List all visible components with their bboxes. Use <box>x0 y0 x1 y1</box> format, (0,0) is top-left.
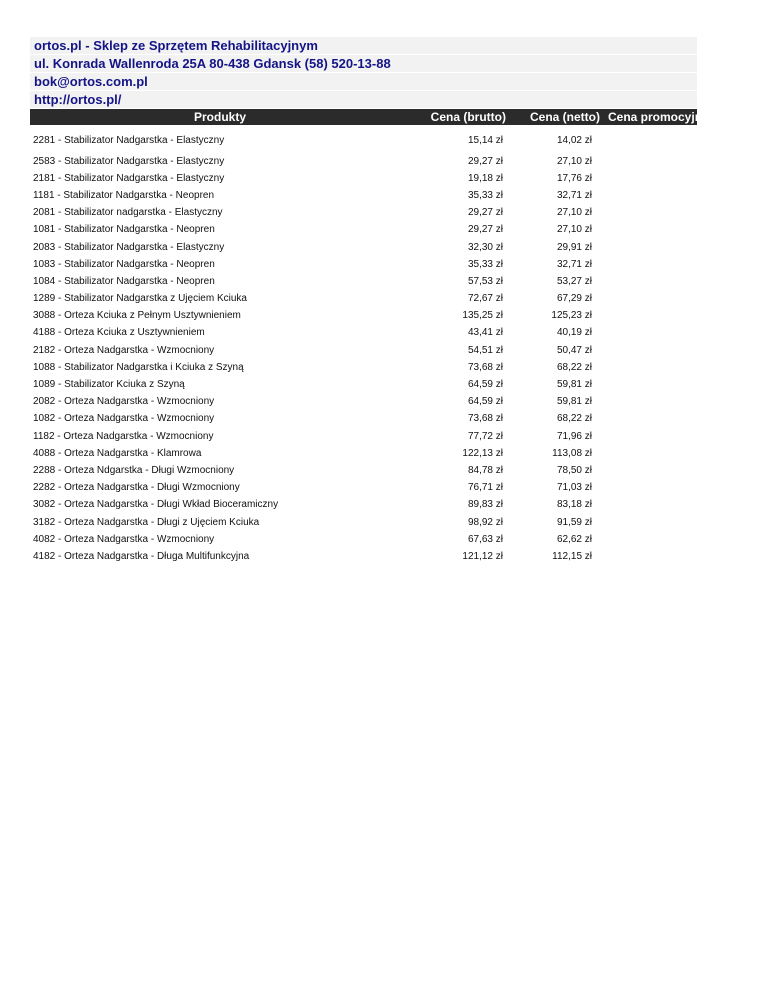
price-gross: 135,25 zł <box>462 310 503 322</box>
price-promo <box>608 480 697 497</box>
price-gross: 98,92 zł <box>467 516 503 528</box>
product-name: 3088 - Orteza Kciuka z Pełnym Usztywnieniem <box>33 310 241 322</box>
price-net: 125,23 zł <box>551 310 592 322</box>
table-row <box>30 256 697 273</box>
product-name: 4088 - Orteza Nadgarstka - Klamrowa <box>33 447 202 459</box>
column-header-promo-price: Cena promocyjna <box>608 110 709 124</box>
price-net: 59,81 zł <box>556 379 592 391</box>
price-promo <box>608 548 697 565</box>
price-promo <box>608 497 697 514</box>
price-gross: 29,27 zł <box>467 155 503 167</box>
table-row <box>30 325 697 342</box>
price-promo <box>608 462 697 479</box>
price-net: 78,50 zł <box>556 464 592 476</box>
price-net: 17,76 zł <box>556 172 592 184</box>
product-name: 2081 - Stabilizator nadgarstka - Elastyczny <box>33 207 223 219</box>
price-gross: 35,33 zł <box>467 258 503 270</box>
product-name: 2182 - Orteza Nadgarstka - Wzmocniony <box>33 344 215 356</box>
column-header-price-net: Cena (netto) <box>510 109 608 125</box>
price-promo <box>608 170 697 187</box>
price-net: 27,10 zł <box>556 155 592 167</box>
price-promo <box>608 256 697 273</box>
table-row <box>30 462 697 479</box>
price-promo <box>608 205 697 222</box>
table-row <box>30 514 697 531</box>
price-net: 32,71 zł <box>556 189 592 201</box>
product-name: 1182 - Orteza Nadgarstka - Wzmocniony <box>33 430 214 442</box>
price-table <box>30 109 709 566</box>
price-promo <box>608 325 697 342</box>
price-net: 67,29 zł <box>556 293 592 305</box>
table-row <box>30 480 697 497</box>
table-row <box>30 359 697 376</box>
company-address: ul. Konrada Wallenroda 25A 80-438 Gdansk (58) 520-13-88 <box>30 55 697 72</box>
price-gross: 77,72 zł <box>467 430 503 442</box>
price-promo <box>608 125 697 153</box>
price-gross: 84,78 zł <box>467 464 503 476</box>
price-net: 71,96 zł <box>556 430 592 442</box>
table-row <box>30 394 697 411</box>
product-name: 1088 - Stabilizator Nadgarstka i Kciuka z Szyną <box>33 361 244 373</box>
product-name: 2181 - Stabilizator Nadgarstka - Elastyczny <box>33 172 225 184</box>
price-gross: 72,67 zł <box>467 293 503 305</box>
price-promo <box>608 153 697 170</box>
price-promo <box>608 394 697 411</box>
table-row <box>30 125 697 153</box>
price-net: 32,71 zł <box>556 258 592 270</box>
price-gross: 76,71 zł <box>467 482 503 494</box>
table-row <box>30 376 697 393</box>
product-name: 4188 - Orteza Kciuka z Usztywnieniem <box>33 327 205 339</box>
product-name: 4082 - Orteza Nadgarstka - Wzmocniony <box>33 533 215 545</box>
table-row <box>30 342 697 359</box>
table-row <box>30 170 697 187</box>
price-table-body <box>30 125 697 566</box>
product-name: 2281 - Stabilizator Nadgarstka - Elastyczny <box>33 135 225 146</box>
price-promo <box>608 239 697 256</box>
price-promo <box>608 445 697 462</box>
price-gross: 73,68 zł <box>467 361 503 373</box>
table-row <box>30 239 697 256</box>
price-net: 71,03 zł <box>556 482 592 494</box>
product-name: 2583 - Stabilizator Nadgarstka - Elastyczny <box>33 155 225 167</box>
table-row <box>30 411 697 428</box>
table-row <box>30 428 697 445</box>
price-net: 83,18 zł <box>556 499 592 511</box>
table-row <box>30 291 697 308</box>
price-gross: 29,27 zł <box>467 224 503 236</box>
price-gross: 73,68 zł <box>467 413 503 425</box>
product-name: 4182 - Orteza Nadgarstka - Długa Multifunkcyjna <box>33 550 250 562</box>
price-net: 29,91 zł <box>556 241 592 253</box>
table-row <box>30 308 697 325</box>
price-net: 27,10 zł <box>556 224 592 236</box>
price-promo <box>608 514 697 531</box>
company-email: bok@ortos.com.pl <box>30 73 697 90</box>
price-gross: 57,53 zł <box>467 275 503 287</box>
price-promo <box>608 342 697 359</box>
price-gross: 19,18 zł <box>467 172 503 184</box>
table-row <box>30 531 697 548</box>
price-net: 14,02 zł <box>556 135 592 146</box>
table-row <box>30 273 697 290</box>
table-row <box>30 153 697 170</box>
price-promo <box>608 411 697 428</box>
price-gross: 35,33 zł <box>467 189 503 201</box>
price-net: 53,27 zł <box>556 275 592 287</box>
product-name: 1089 - Stabilizator Kciuka z Szyną <box>33 379 185 391</box>
price-gross: 32,30 zł <box>467 241 503 253</box>
table-row <box>30 445 697 462</box>
product-name: 1289 - Stabilizator Nadgarstka z Ujęciem Kciuka <box>33 293 247 305</box>
price-promo <box>608 428 697 445</box>
price-net: 50,47 zł <box>556 344 592 356</box>
product-name: 2282 - Orteza Nadgarstka - Długi Wzmocniony <box>33 482 240 494</box>
company-url: http://ortos.pl/ <box>30 91 697 108</box>
product-name: 1081 - Stabilizator Nadgarstka - Neopren <box>33 224 215 236</box>
price-promo <box>608 376 697 393</box>
price-gross: 122,13 zł <box>462 447 503 459</box>
price-net: 68,22 zł <box>556 361 592 373</box>
company-name: ortos.pl - Sklep ze Sprzętem Rehabilitacyjnym <box>30 37 697 54</box>
price-net: 27,10 zł <box>556 207 592 219</box>
price-promo <box>608 308 697 325</box>
price-net: 112,15 zł <box>552 550 592 562</box>
column-header-price-gross: Cena (brutto) <box>410 109 510 125</box>
product-name: 1083 - Stabilizator Nadgarstka - Neopren <box>33 258 215 270</box>
price-net: 62,62 zł <box>556 533 592 545</box>
price-promo <box>608 359 697 376</box>
price-gross: 121,12 zł <box>462 550 503 562</box>
table-row <box>30 205 697 222</box>
price-net: 40,19 zł <box>556 327 592 339</box>
price-promo <box>608 273 697 290</box>
price-net: 68,22 zł <box>556 413 592 425</box>
table-row <box>30 497 697 514</box>
product-name: 1082 - Orteza Nadgarstka - Wzmocniony <box>33 413 215 425</box>
price-gross: 64,59 zł <box>467 396 503 408</box>
product-name: 2288 - Orteza Ndgarstka - Długi Wzmocniony <box>33 464 235 476</box>
table-header-row <box>30 109 697 125</box>
column-header-products: Produkty <box>30 109 410 125</box>
price-promo <box>608 291 697 308</box>
price-list-sheet <box>30 37 709 566</box>
table-row <box>30 187 697 204</box>
price-promo <box>608 222 697 239</box>
price-gross: 15,14 zł <box>467 135 503 146</box>
product-name: 3082 - Orteza Nadgarstka - Długi Wkład Bioceramiczny <box>33 499 279 511</box>
price-gross: 54,51 zł <box>467 344 503 356</box>
product-name: 1084 - Stabilizator Nadgarstka - Neopren <box>33 275 215 287</box>
table-row <box>30 222 697 239</box>
table-row <box>30 548 697 565</box>
price-gross: 67,63 zł <box>467 533 503 545</box>
price-net: 59,81 zł <box>556 396 592 408</box>
product-name: 2083 - Stabilizator Nadgarstka - Elastyczny <box>33 241 225 253</box>
price-promo <box>608 531 697 548</box>
price-promo <box>608 187 697 204</box>
product-name: 3182 - Orteza Nadgarstka - Długi z Ujęciem Kciuka <box>33 516 260 528</box>
price-gross: 43,41 zł <box>467 327 503 339</box>
price-net: 113,08 zł <box>552 447 592 459</box>
product-name: 2082 - Orteza Nadgarstka - Wzmocniony <box>33 396 215 408</box>
price-gross: 89,83 zł <box>467 499 503 511</box>
product-name: 1181 - Stabilizator Nadgarstka - Neopren <box>33 189 215 201</box>
price-gross: 64,59 zł <box>467 379 503 391</box>
price-net: 91,59 zł <box>556 516 592 528</box>
price-gross: 29,27 zł <box>467 207 503 219</box>
